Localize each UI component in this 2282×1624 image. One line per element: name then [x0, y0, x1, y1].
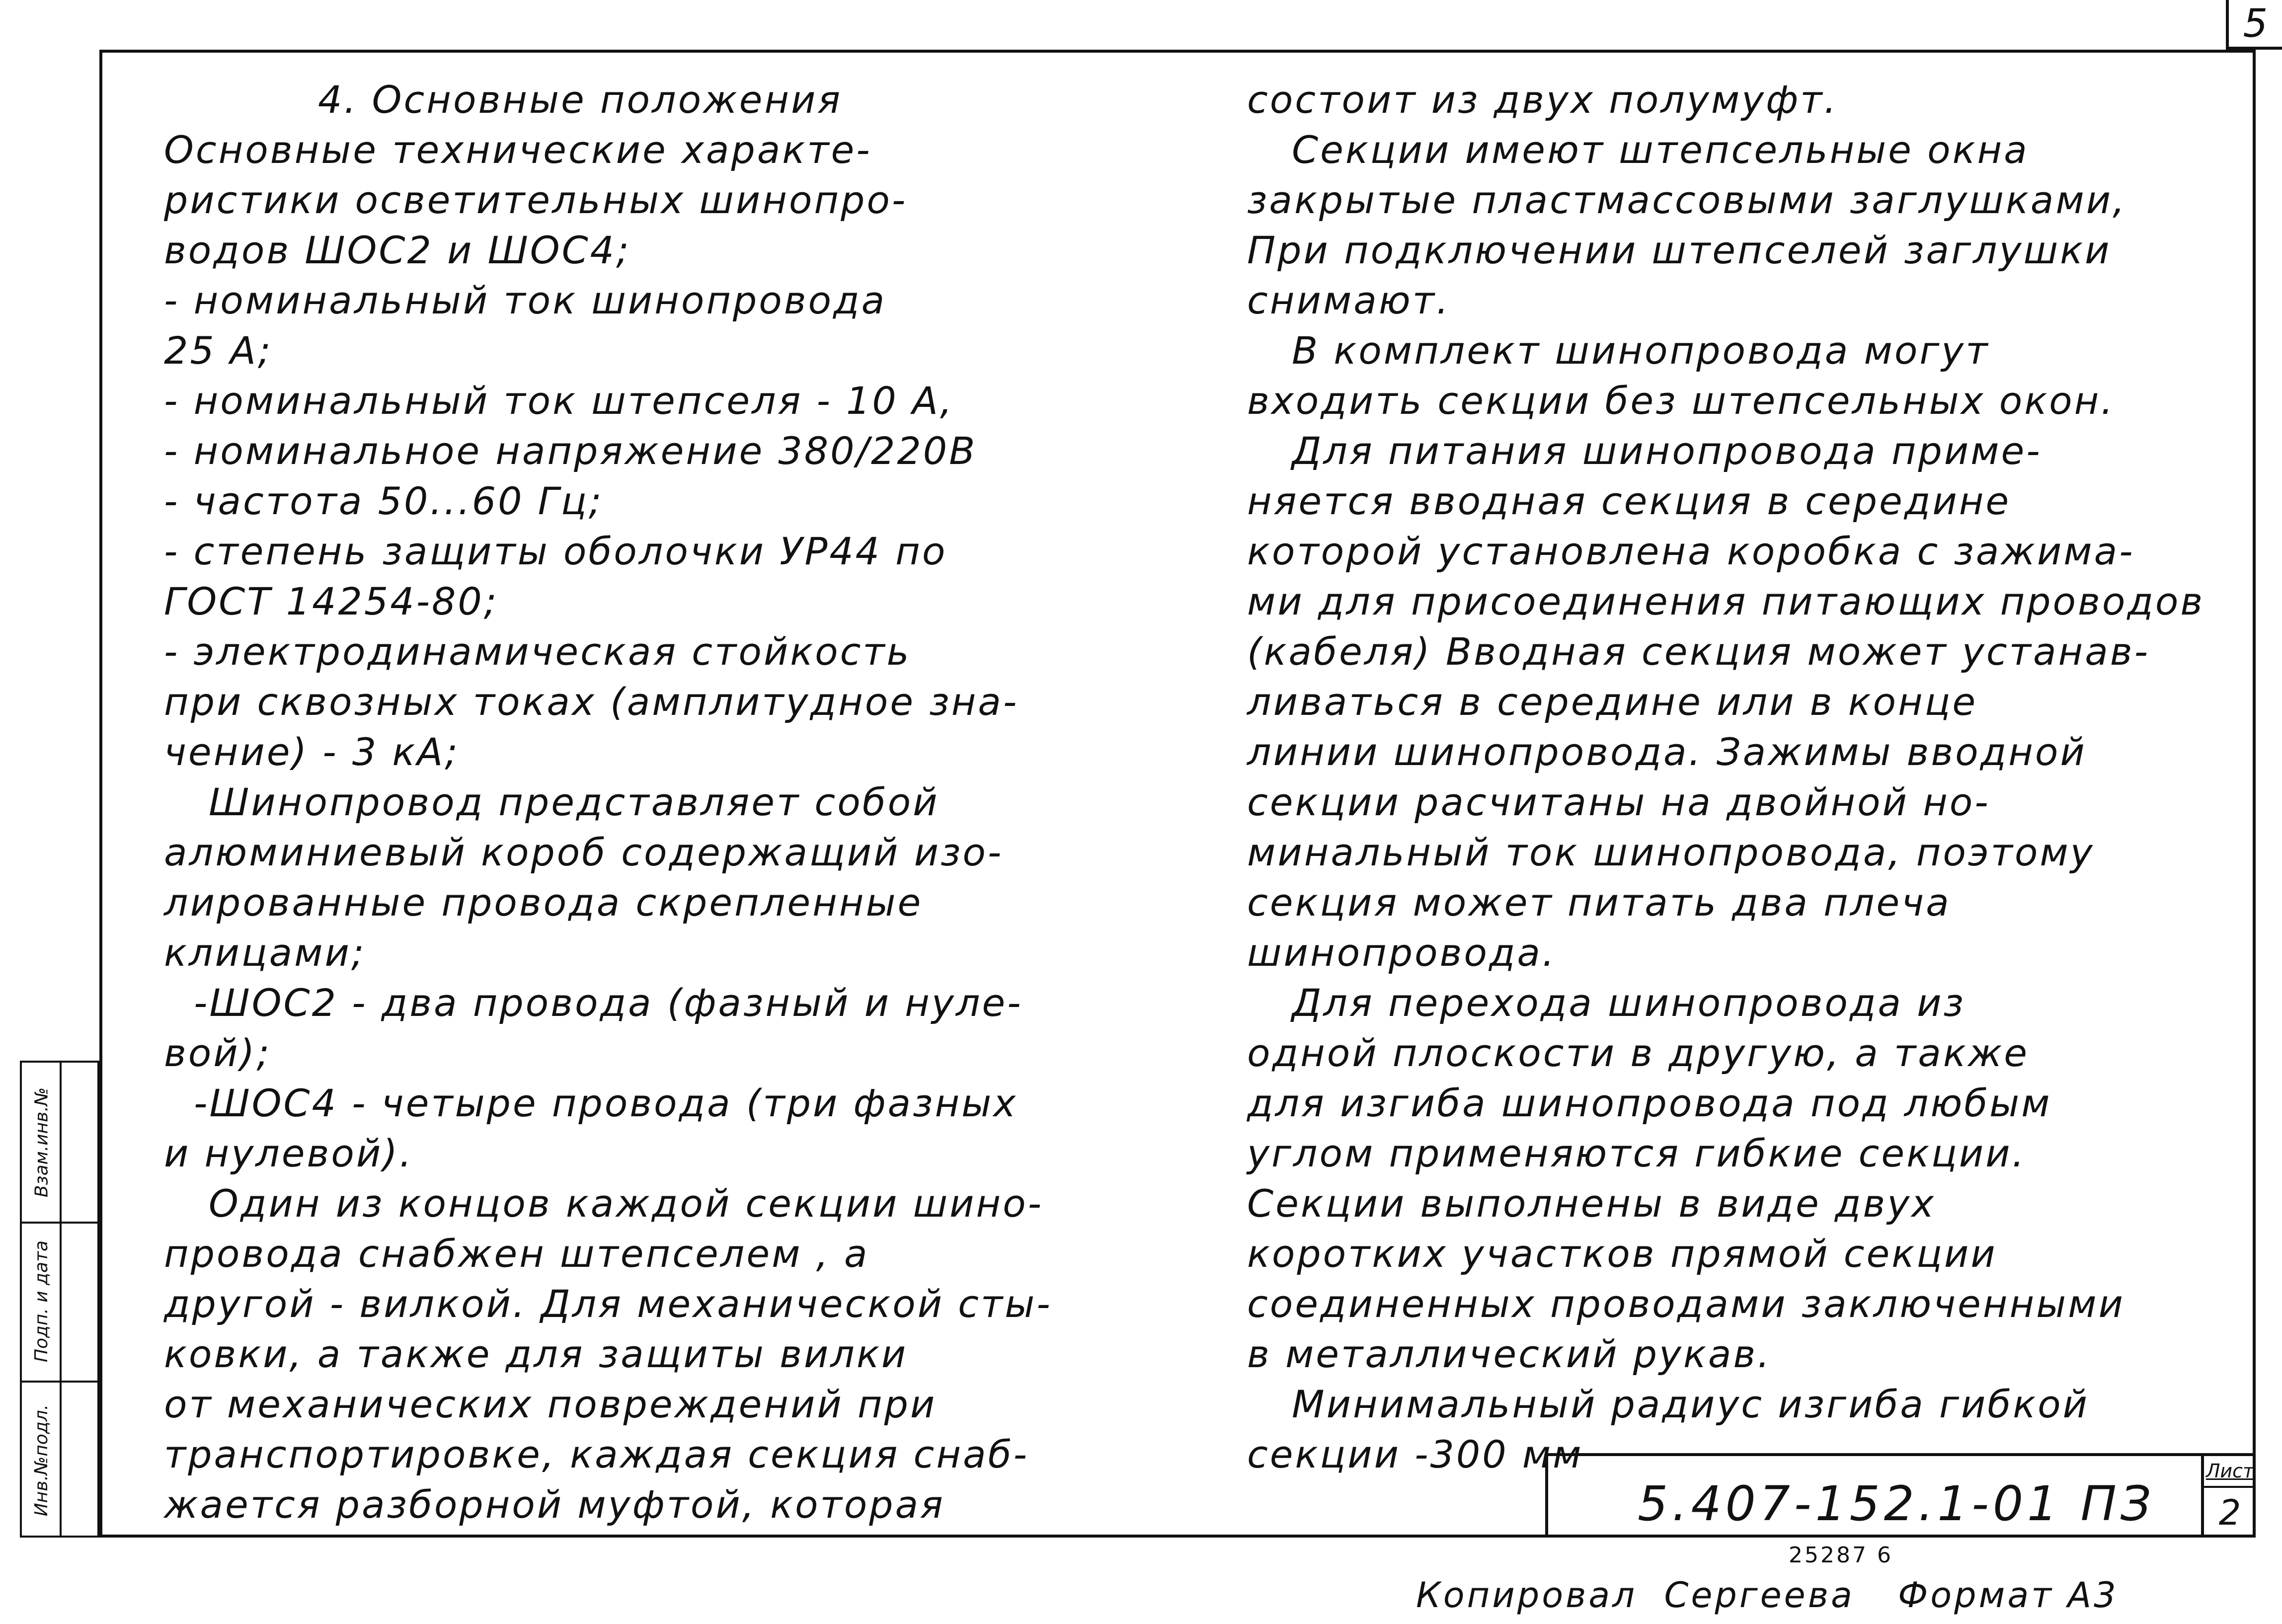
text-line: вой);: [164, 1031, 271, 1075]
text-line: клицами;: [164, 930, 366, 975]
text-line: - номинальный ток шинопровода: [164, 278, 887, 322]
sheet-corner-number: 5: [2226, 0, 2282, 50]
document-code: 5.407-152.1-01 ПЗ: [1638, 1476, 2155, 1532]
sheet-number: 2: [2218, 1492, 2241, 1533]
text-line: лированные провода скрепленные: [164, 880, 923, 925]
copied-by: Копировал Сергеева: [1416, 1575, 1855, 1616]
text-line: - электродинамическая стойкость: [164, 629, 911, 674]
text-line: При подключении штепселей заглушки: [1247, 228, 2112, 272]
text-line: состоит из двух полумуфт.: [1247, 77, 1838, 122]
text-line: секции -300 мм: [1247, 1432, 1583, 1476]
text-line: закрытые пластмассовыми заглушками,: [1247, 178, 2127, 222]
text-line: при сквозных токах (амплитудное зна-: [164, 680, 1019, 724]
text-line: Шинопровод представляет собой: [209, 780, 940, 824]
text-line: алюминиевый короб содержащий изо-: [164, 830, 1004, 874]
text-line: Секции имеют штепсельные окна: [1292, 128, 2029, 172]
text-line: водов ШОС2 и ШОС4;: [164, 228, 631, 272]
text-line: чение) - 3 кА;: [164, 730, 460, 774]
title-block-stamp: [1545, 1453, 2256, 1538]
text-line: Минимальный радиус изгиба гибкой: [1292, 1382, 2089, 1426]
text-line: минальный ток шинопровода, поэтому: [1247, 830, 2095, 874]
sheet-number-cell: [2201, 1456, 2256, 1538]
text-line: Один из концов каждой секции шино-: [209, 1181, 1044, 1226]
text-line: которой установлена коробка с зажима-: [1247, 529, 2135, 573]
text-line: -ШОС2 - два провода (фазный и нуле-: [194, 981, 1023, 1025]
text-line: - номинальный ток штепселя - 10 А,: [164, 379, 954, 423]
archive-number: 25287 6: [1789, 1543, 1893, 1568]
text-line: от механических повреждений при: [164, 1382, 937, 1426]
text-line: ми для присоединения питающих проводов: [1247, 579, 2205, 623]
section-heading: 4. Основные положения: [318, 77, 843, 122]
text-line: ристики осветительных шинопро-: [164, 178, 908, 222]
text-line: линии шинопровода. Зажимы вводной: [1247, 730, 2087, 774]
text-line: одной плоскости в другую, а также: [1247, 1031, 2029, 1075]
text-line: ГОСТ 14254-80;: [164, 579, 499, 623]
left-text-column: [164, 75, 1158, 1530]
text-line: 25 А;: [164, 328, 273, 373]
inv-no-label: Инв.№подл.: [31, 1404, 52, 1516]
text-line: Для питания шинопровода приме-: [1292, 429, 2042, 473]
text-line: -ШОС4 - четыре провода (три фазных: [194, 1081, 1018, 1125]
text-line: - степень защиты оболочки УР44 по: [164, 529, 947, 573]
text-line: няется вводная секция в середине: [1247, 479, 2011, 523]
text-line: соединенных проводами заключенными: [1247, 1282, 2125, 1326]
text-line: В комплект шинопровода могут: [1292, 328, 1990, 373]
text-line: ковки, а также для защиты вилки: [164, 1332, 908, 1376]
text-line: Секции выполнены в виде двух: [1247, 1181, 1936, 1226]
side-approval-strip: [20, 1061, 99, 1538]
text-line: секции расчитаны на двойной но-: [1247, 780, 1990, 824]
text-line: транспортировке, каждая секция снаб-: [164, 1432, 1029, 1476]
text-line: (кабеля) Вводная секция может устанав-: [1247, 629, 2150, 674]
right-text-column: [1247, 75, 2231, 1479]
paper-format: Формат А3: [1898, 1575, 2119, 1616]
sheet-label: Лист: [2204, 1456, 2256, 1488]
text-line: коротких участков прямой секции: [1247, 1232, 1997, 1276]
replace-inv-label: Взам.инв.№: [31, 1087, 52, 1197]
sign-date-label: Подп. и дата: [31, 1240, 52, 1362]
text-line: Основные технические характе-: [164, 128, 872, 172]
text-line: - частота 50...60 Гц;: [164, 479, 604, 523]
text-line: в металлический рукав.: [1247, 1332, 1772, 1376]
text-line: ливаться в середине или в конце: [1247, 680, 1978, 724]
text-line: Для перехода шинопровода из: [1292, 981, 1966, 1025]
text-line: для изгиба шинопровода под любым: [1247, 1081, 2052, 1125]
text-line: и нулевой).: [164, 1131, 414, 1175]
text-line: секция может питать два плеча: [1247, 880, 1951, 925]
text-line: - номинальное напряжение 380/220В: [164, 429, 977, 473]
text-line: снимают.: [1247, 278, 1451, 322]
text-line: шинопровода.: [1247, 930, 1557, 975]
text-line: другой - вилкой. Для механической сты-: [164, 1282, 1052, 1326]
text-line: углом применяются гибкие секции.: [1247, 1131, 2026, 1175]
text-line: входить секции без штепсельных окон.: [1247, 379, 2115, 423]
text-line: жается разборной муфтой, которая: [164, 1482, 945, 1527]
text-line: провода снабжен штепселем , а: [164, 1232, 869, 1276]
